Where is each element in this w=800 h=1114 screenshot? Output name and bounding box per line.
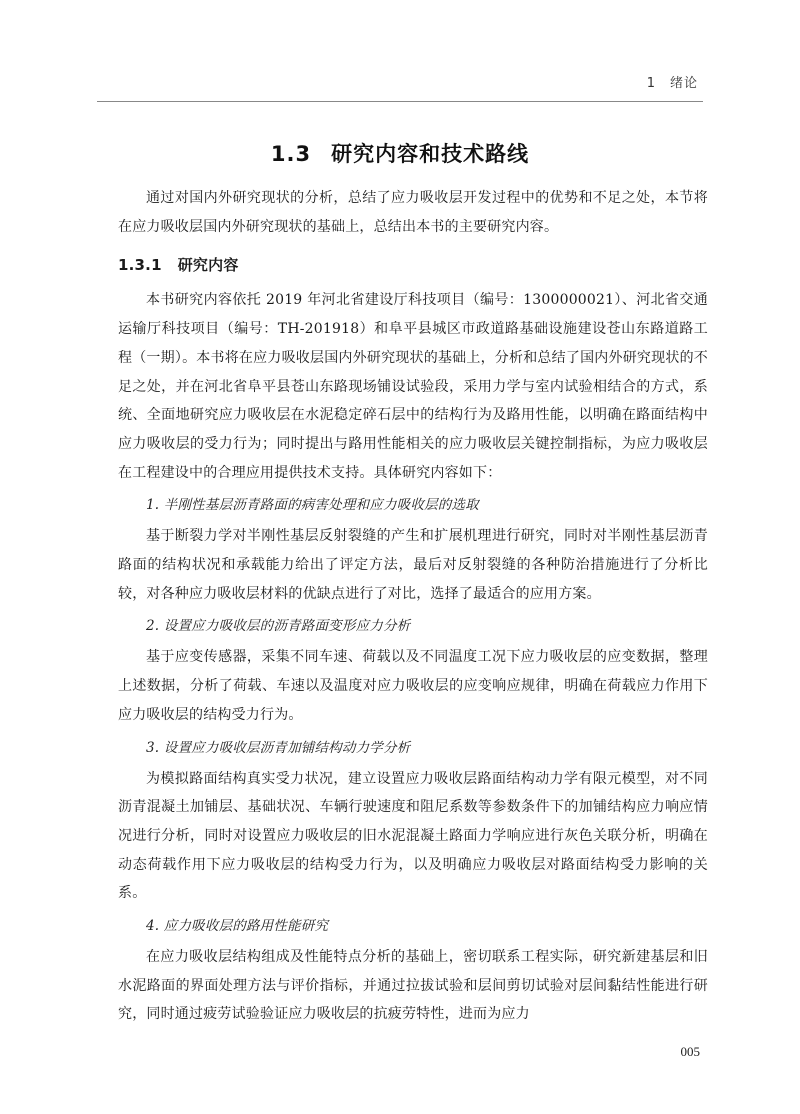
running-head — [647, 72, 698, 91]
item-heading-3: 3. 设置应力吸收层沥青加铺结构动力学分析 — [146, 739, 411, 756]
basis-paragraph: 本书研究内容依托 2019 年河北省建设厅科技项目（编号：1300000021）、河北省交通运输厅科技项目（编号：TH-201918）和阜平县城区市政道路基础设施建设苍山东路道路工程（一期）。本书将在应力吸收层国内外研究现状的基础上，分析和总结了国内外研究现状的不足之处，并在河北省阜平县苍山东路现场铺设试验段，采用力学与室内试验相结合的方式，系统、全面地研究应力吸收层在水泥稳定碎石层中的结构行为及路用性能，以明确在路面结构中应力吸收层的受力行为；同时提出与路用性能相关的应力吸收层关键控制指标，为应力吸收层在工程建设中的合理应用提供技术支持。具体研究内容如下： — [118, 292, 708, 481]
subsection-number: 1.3.1 — [118, 256, 162, 275]
header-rule — [97, 101, 703, 102]
item-paragraph-3: 为模拟路面结构真实受力状况，建立设置应力吸收层路面结构动力学有限元模型，对不同沥青混凝土加铺层、基础状况、车辆行驶速度和阻尼系数等参数条件下的加铺结构应力响应情况进行分析，同时对设置应力吸收层的旧水泥混凝土路面力学响应进行灰色关联分析，明确在动态荷载作用下应力吸收层的结构受力行为，以及明确应力吸收层对路面结构受力影响的关系。 — [118, 770, 708, 902]
item-paragraph-2: 基于应变传感器，采集不同车速、荷载以及不同温度工况下应力吸收层的应变数据，整理上述数据，分析了荷载、车速以及温度对应力吸收层的应变响应规律，明确在荷载应力作用下应力吸收层的结构受力行为。 — [118, 649, 708, 723]
body-text — [118, 184, 708, 1029]
chapter-title: 绪论 — [669, 76, 698, 91]
section-title — [0, 138, 800, 168]
chapter-number: 1 — [646, 76, 656, 91]
section-title-text: 研究内容和技术路线 — [331, 142, 530, 166]
item-heading-1: 1. 半刚性基层沥青路面的病害处理和应力吸收层的选取 — [146, 497, 479, 514]
subsection-title: 研究内容 — [177, 256, 239, 275]
item-heading-4: 4. 应力吸收层的路用性能研究 — [146, 918, 329, 935]
page-number: 005 — [680, 1044, 700, 1059]
item-paragraph-4: 在应力吸收层结构组成及性能特点分析的基础上，密切联系工程实际，研究新建基层和旧水泥路面的界面处理方法与评价指标，并通过拉拔试验和层间剪切试验对层间黏结性能进行研究，同时通过疲劳试验验证应力吸收层的抗疲劳特性，进而为应力 — [118, 949, 708, 1023]
subsection-heading — [118, 250, 708, 280]
item-paragraph-1: 基于断裂力学对半刚性基层反射裂缝的产生和扩展机理进行研究，同时对半刚性基层沥青路面的结构状况和承载能力给出了评定方法，最后对反射裂缝的各种防治措施进行了分析比较，对各种应力吸收层材料的优缺点进行了对比，选择了最适合的应用方案。 — [118, 528, 708, 602]
item-heading-2: 2. 设置应力吸收层的沥青路面变形应力分析 — [146, 618, 411, 635]
section-number: 1.3 — [270, 142, 312, 166]
intro-paragraph: 通过对国内外研究现状的分析，总结了应力吸收层开发过程中的优势和不足之处，本节将在应力吸收层国内外研究现状的基础上，总结出本书的主要研究内容。 — [118, 190, 708, 235]
